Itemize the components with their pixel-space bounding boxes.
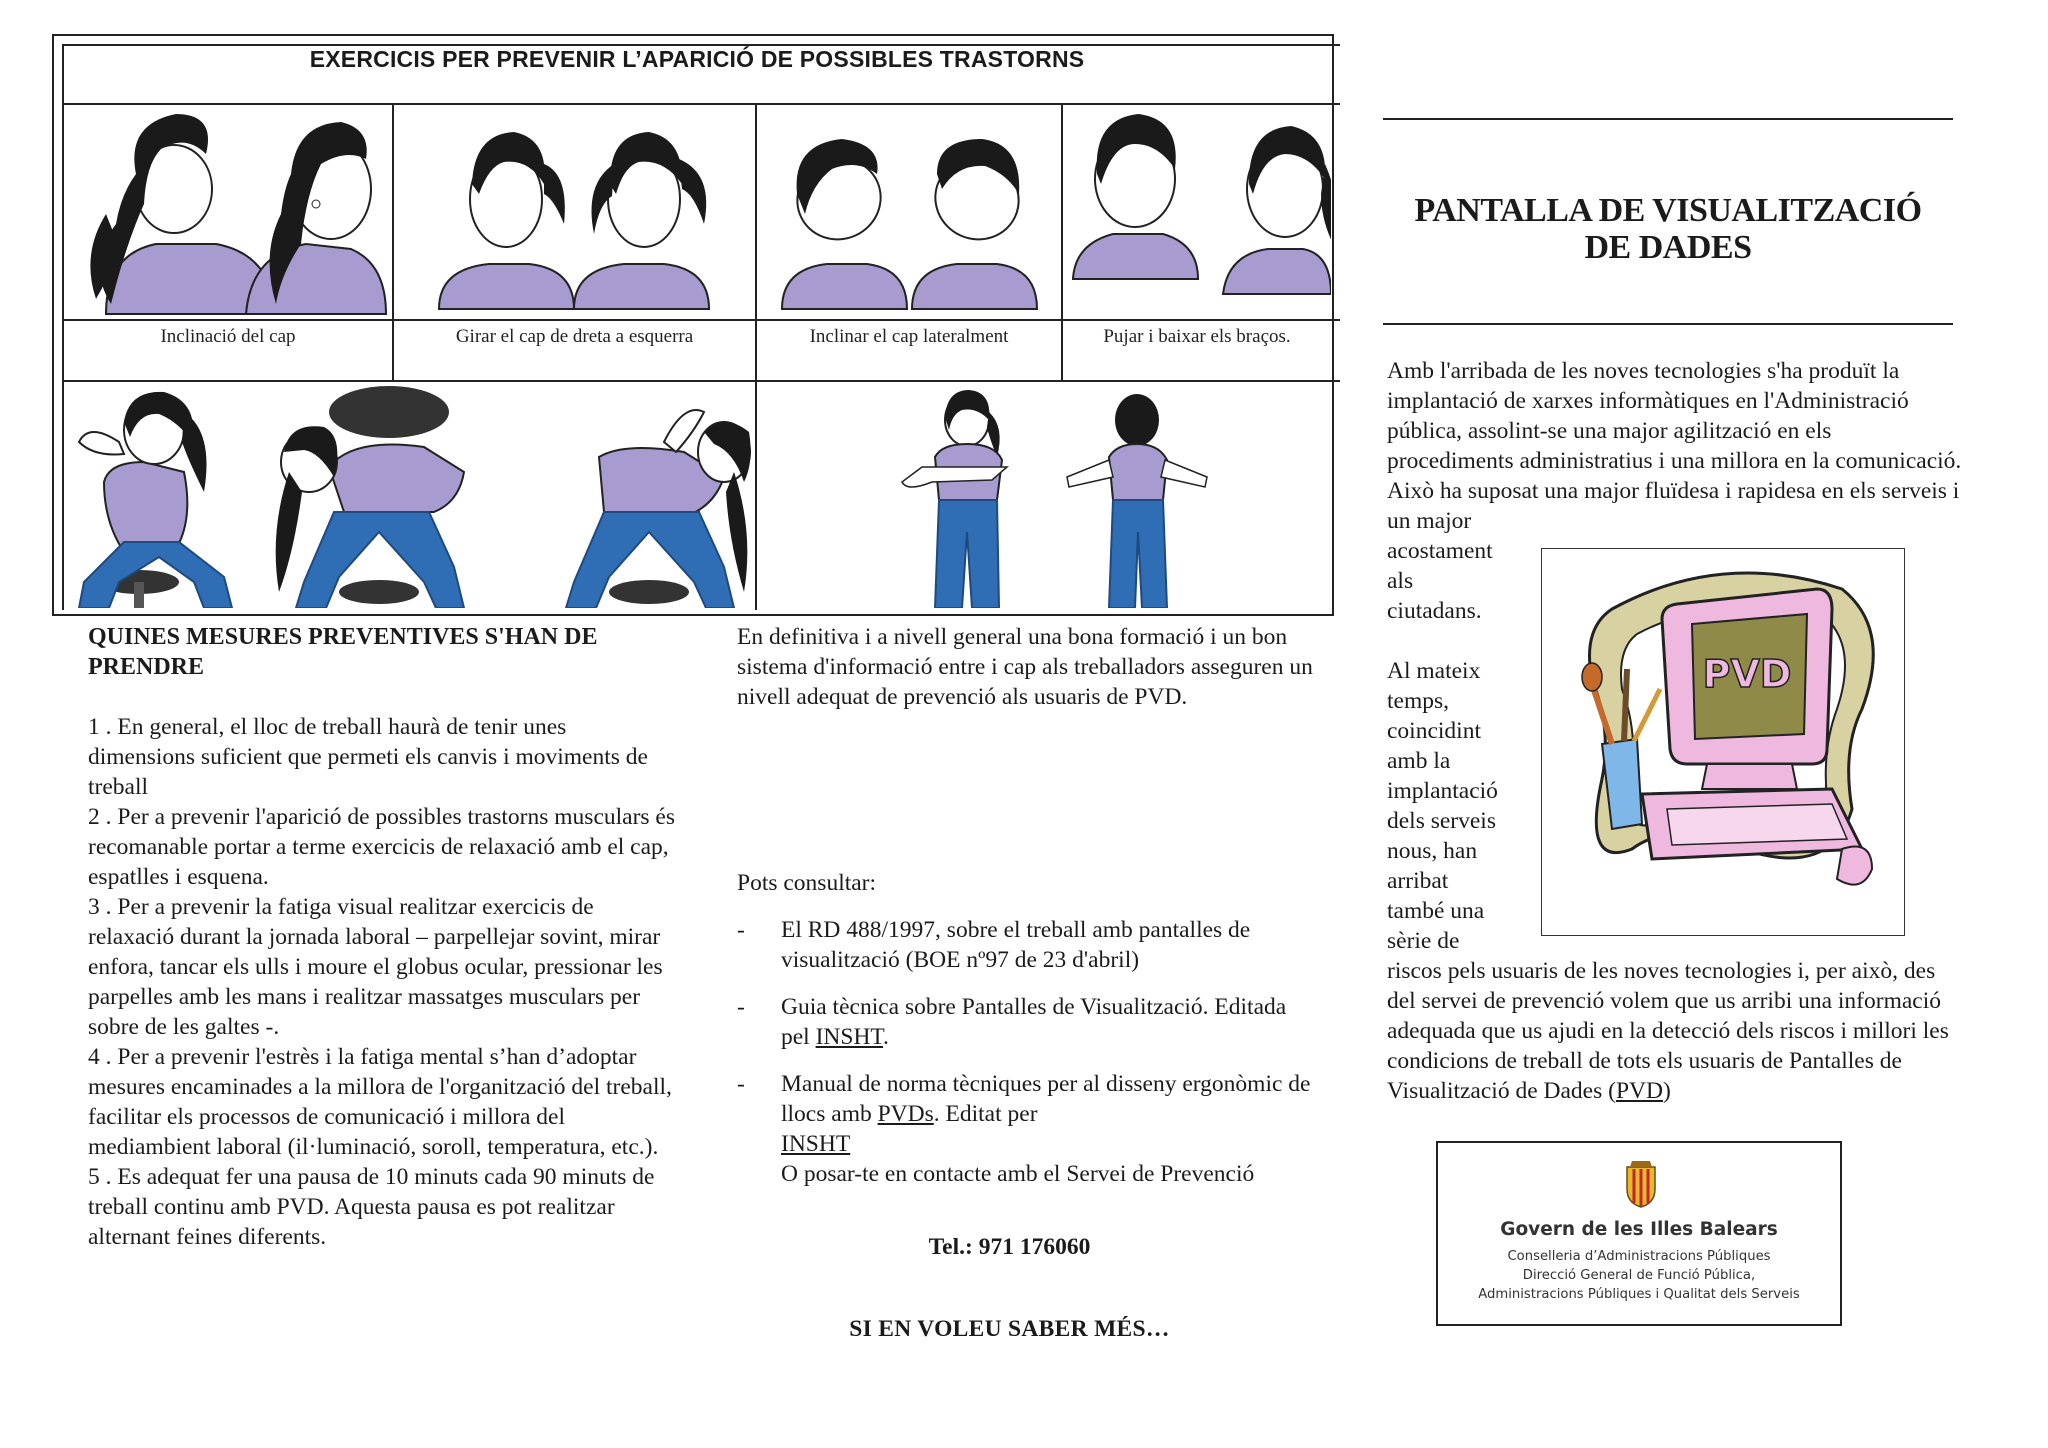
head-side-tilt-illustration [757,104,1059,318]
preventive-measures-heading: QUINES MESURES PREVENTIVES S'HAN DE PRENDRE [88,624,598,680]
reference-item [737,992,1317,1052]
caption-head-tilt: Inclinació del cap [160,326,296,347]
computer-icon [1542,549,1902,933]
department-line: Conselleria d’Administracions Públiques [1507,1249,1771,1264]
seated-stretch-illustration [64,382,754,608]
preventive-measures-section [88,622,678,1252]
more-info-section [737,622,1337,1342]
arms-raise-illustration [1063,104,1331,318]
head-tilt-illustration [66,104,390,318]
caption-side-tilt: Inclinar el cap lateralment [809,326,1009,347]
department-line: Administracions Públiques i Qualitat dels Serveis [1478,1287,1800,1302]
pvd-computer-illustration [1541,548,1905,936]
intro-narrow-line: dels serveis [1387,808,1496,834]
conclusion-paragraph: En definitiva i a nivell general una bona formació i un bon sistema d'informació entre i cap als treballadors asseguren un nivell adequat de prevenció als usuaris de PVD. [737,624,1313,710]
reference-text: El RD 488/1997, sobre el treball amb pantalles de visualització (BOE nº97 de 23 d'abril) [781,917,1251,973]
reference-item [737,915,1317,975]
government-name: Govern de les Illes Balears [1500,1219,1778,1240]
phone-number: Tel.: 971 176060 [928,1234,1091,1260]
title-rule-top [1383,118,1953,120]
consult-label: Pots consultar: [737,870,877,896]
intro-narrow-line: als [1387,568,1414,594]
brochure-title [1383,192,1953,266]
intro-narrow-line: ciutadans. [1387,598,1482,624]
intro-narrow-line: temps, [1387,688,1450,714]
department-line: Direcció General de Funció Pública, [1522,1268,1756,1283]
title-rule-bottom [1383,323,1953,325]
list-dash: - [737,994,745,1020]
title-line: PANTALLA DE VISUALITZACIÓ [1414,192,1922,229]
want-to-know-more: SI EN VOLEU SABER MÉS… [849,1316,1170,1342]
intro-narrow-line: coincidint [1387,718,1481,744]
intro-narrow-line: amb la [1387,748,1451,774]
intro-narrow-line: acostament [1387,538,1493,564]
table-rule [1332,319,1334,381]
measure-item: 2 . Per a prevenir l'aparició de possibles trastorns musculars és recomanable portar a terme exercicis de relaxació amb el cap, espatlles i esquena. [88,804,676,890]
government-logo-box [1436,1141,1842,1326]
pvds-link[interactable]: PVDs [877,1101,934,1127]
list-dash: - [737,1071,745,1097]
pvd-screen-label: PVD [1702,652,1792,696]
caption-arms: Pujar i baixar els braços. [1103,326,1291,347]
insht-link[interactable]: INSHT [815,1024,884,1050]
intro-paragraph: riscos pels usuaris de les noves tecnologies i, per això, des del servei de prevenció volem que us arribi una informació adequada que us ajudi en la detecció dels riscos i millori les condicions de treball de tots els usuaris de Pantalles de Visualització de Dades (PVD) [1387,958,1949,1104]
reference-item [737,1069,1317,1189]
reference-text: Guia tècnica sobre Pantalles de Visualització. Editada pel INSHT. [781,994,1287,1050]
measure-item: 5 . Es adequat fer una pausa de 10 minuts cada 90 minuts de treball continu amb PVD. Aquesta pausa es pot realitzar alternant feines diferents. [88,1164,655,1250]
head-turn-illustration [394,104,754,318]
title-line: DE DADES [1584,229,1752,266]
standing-stretch-illustration [757,382,1331,608]
coat-of-arms-icon [1624,1161,1658,1209]
measure-item: 1 . En general, el lloc de treball haurà de tenir unes dimensions suficient que permeti els canvis i moviments de treball [88,714,648,800]
intro-narrow-line: nous, han [1387,838,1478,864]
insht-link[interactable]: INSHT [781,1131,851,1157]
intro-narrow-line: sèrie de [1387,928,1460,954]
intro-narrow-line: implantació [1387,778,1498,804]
list-dash: - [737,917,745,943]
reference-text: Manual de norma tècniques per al disseny ergonòmic de llocs amb PVDs. Editat per INSHT O posar-te en contacte amb el Servei de Prevenció [781,1071,1311,1187]
intro-narrow-line: també una [1387,898,1485,924]
measure-item: 4 . Per a prevenir l'estrès i la fatiga mental s’han d’adoptar mesures encaminades a la millora de l'organització del treball, facilitar els processos de comunicació i millora del mediambient laboral (il·luminació, soroll, temperatura, etc.). [88,1044,672,1160]
caption-head-turn: Girar el cap de dreta a esquerra [455,326,694,347]
exercise-table-title: EXERCICIS PER PREVENIR L’APARICIÓ DE POSSIBLES TRASTORNS [309,46,1085,72]
pvd-link[interactable]: PVD [1615,1078,1663,1104]
intro-paragraph: Amb l'arribada de les noves tecnologies s'ha produït la implantació de xarxes informàtiques en l'Administració pública, assolint-se una major agilització en els procediments administratius i una millora en la comunicació. Això ha suposat una major fluïdesa i rapidesa en els serveis i un major [1387,358,1962,534]
table-rule [62,319,1340,321]
measure-item: 3 . Per a prevenir la fatiga visual realitzar exercicis de relaxació durant la jornada laboral – parpellejar sovint, mirar enfora, tancar els ulls i moure el globus ocular, pressionar les parpelles amb les mans i realitzar massatges musculars per sobre de les galtes -. [88,894,663,1040]
table-rule [1332,44,1334,104]
intro-narrow-line: Al mateix [1387,658,1481,684]
intro-narrow-line: arribat [1387,868,1449,894]
